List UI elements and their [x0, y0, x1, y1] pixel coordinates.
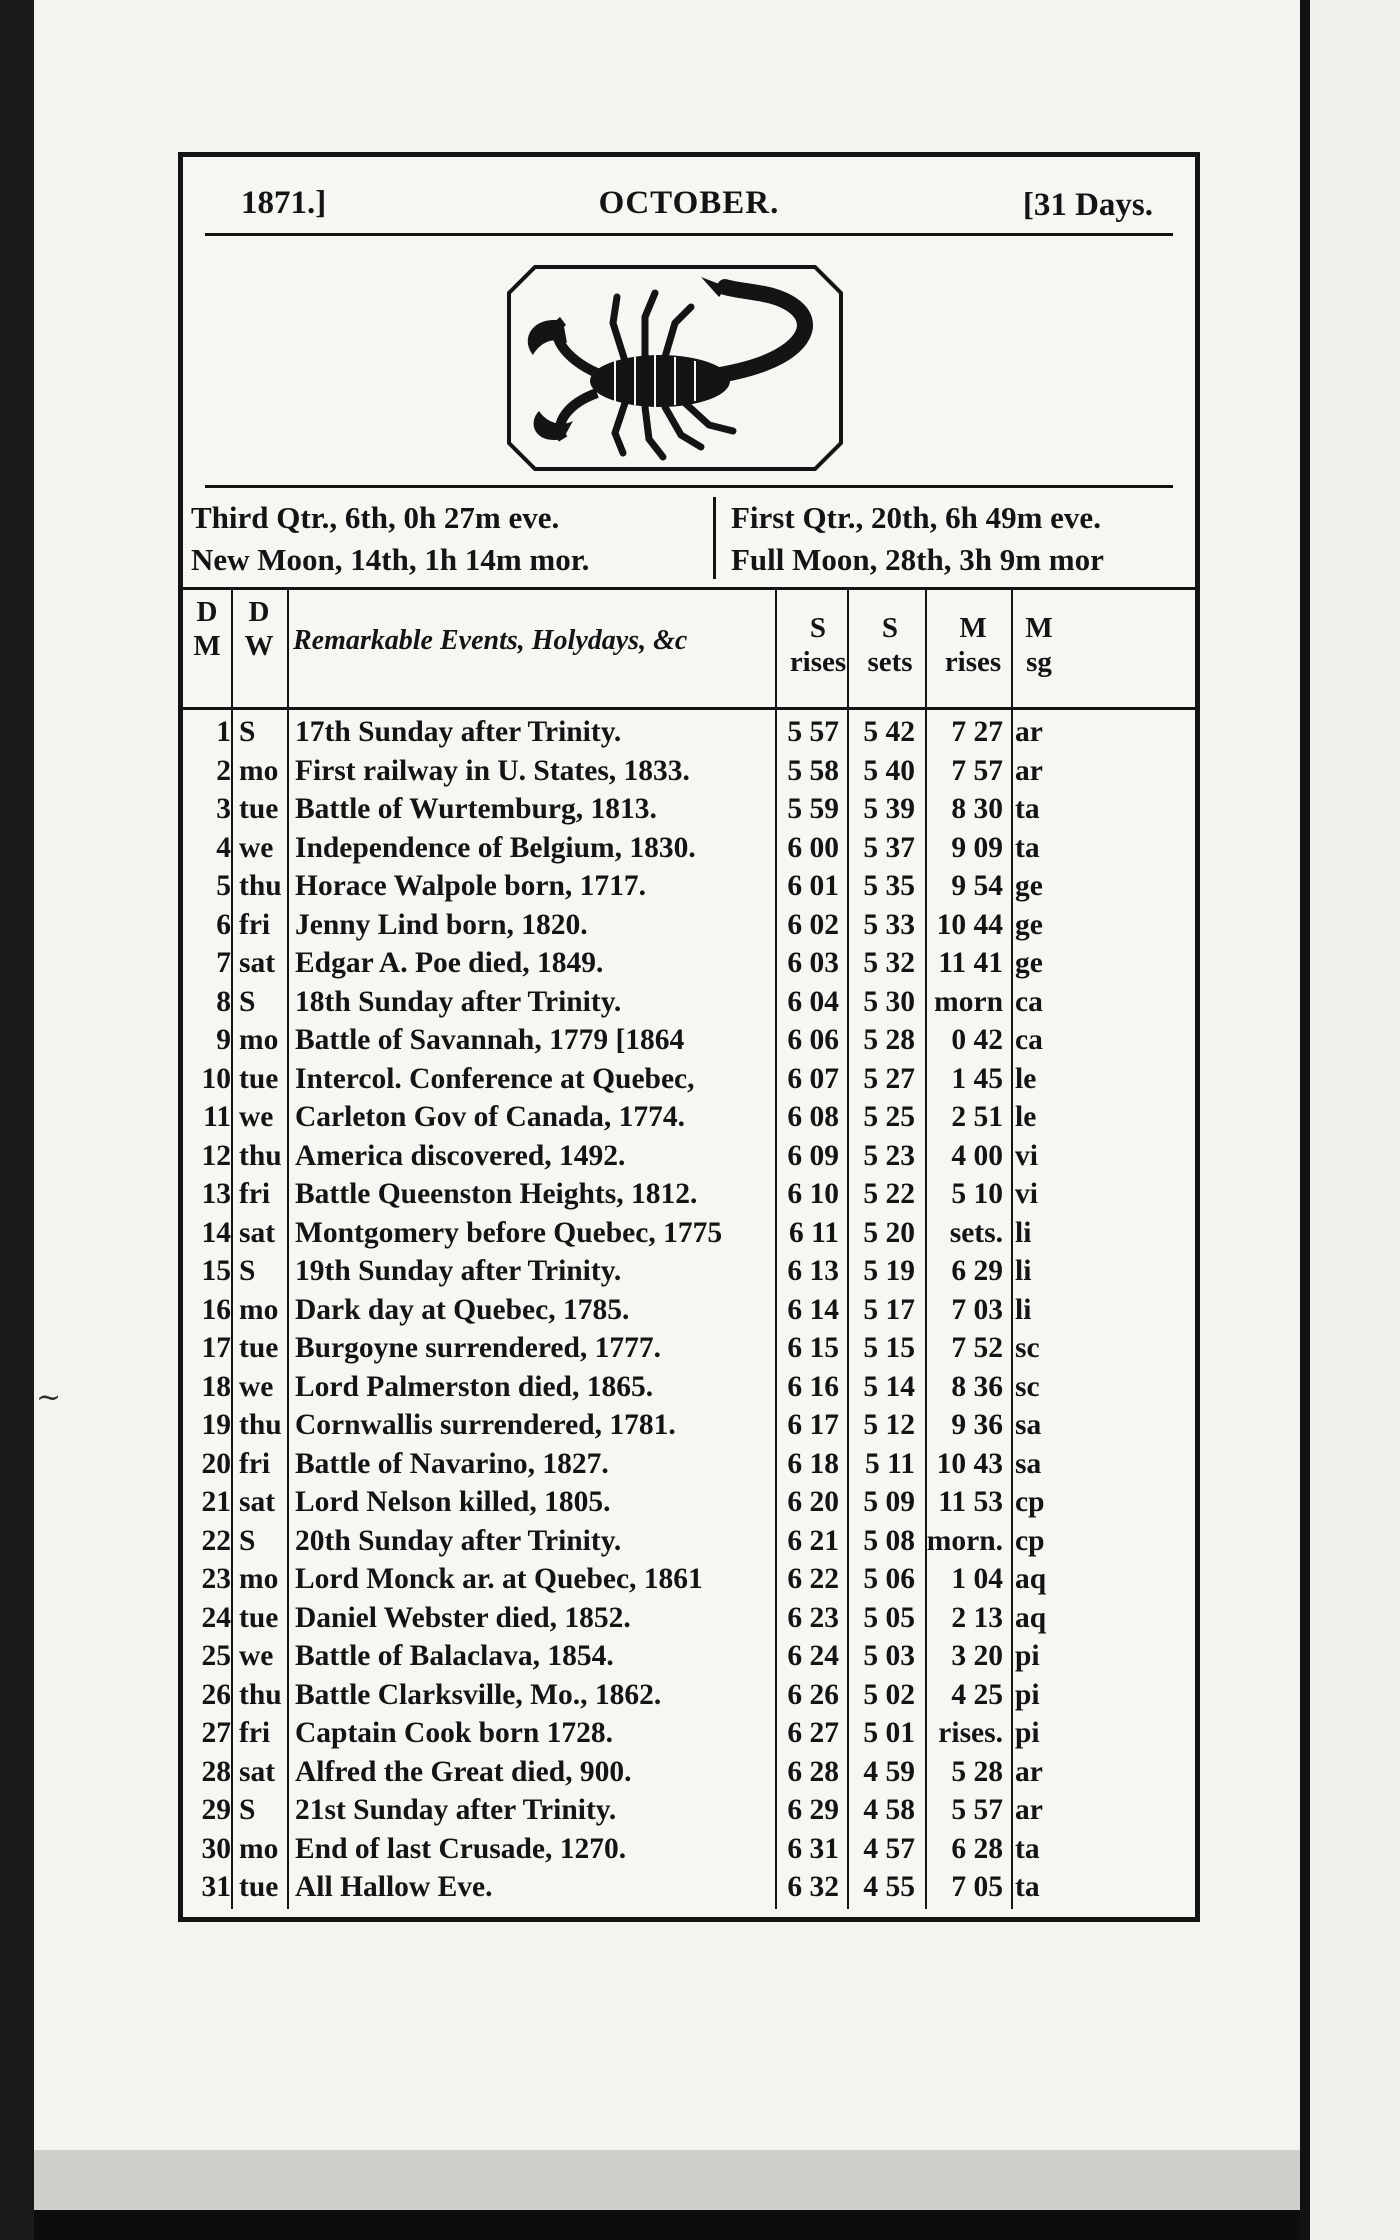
- almanac-card: [178, 152, 1200, 1922]
- day-of-week-cell: tue: [239, 1601, 279, 1634]
- sun-rises-cell: 6 26: [787, 1678, 839, 1711]
- header-day-of-month: D M: [193, 596, 221, 662]
- sun-sets-cell: 5 03: [863, 1640, 915, 1672]
- day-of-week-cell: sat: [239, 1216, 276, 1249]
- sun-sets-cell: 5 01: [863, 1717, 915, 1749]
- moon-rises-cell: 11 53: [938, 1486, 1003, 1518]
- days-count: [31 Days.: [1022, 187, 1153, 223]
- moon-sign-cell: ca: [1015, 985, 1043, 1018]
- day-of-month-cell: 30: [201, 1832, 231, 1865]
- event-cell: Carleton Gov of Canada, 1774.: [295, 1101, 686, 1133]
- table-row: [183, 944, 1195, 983]
- day-of-week-cell: mo: [239, 754, 279, 787]
- moon-phases: [183, 487, 1195, 590]
- day-of-week-cell: S: [239, 1255, 256, 1287]
- event-cell: Horace Walpole born, 1717.: [295, 870, 646, 902]
- day-of-month-cell: 18: [201, 1370, 231, 1403]
- header-moon-rises: M rises: [944, 612, 1002, 678]
- day-of-month-cell: 9: [216, 1024, 231, 1056]
- event-cell: Battle of Balaclava, 1854.: [295, 1640, 614, 1672]
- moon-sign-cell: sc: [1015, 1370, 1040, 1403]
- sun-rises-cell: 6 10: [787, 1178, 839, 1210]
- moon-sign-cell: cp: [1015, 1524, 1045, 1557]
- sun-sets-cell: 5 25: [863, 1101, 915, 1133]
- day-of-month-cell: 28: [201, 1755, 231, 1788]
- moon-sign-cell: li: [1015, 1216, 1032, 1249]
- day-of-week-cell: tue: [239, 1062, 279, 1095]
- event-cell: Intercol. Conference at Quebec,: [295, 1062, 695, 1095]
- moon-sign-cell: ge: [1015, 908, 1043, 941]
- day-of-month-cell: 6: [216, 908, 231, 941]
- day-of-month-cell: 16: [201, 1293, 231, 1326]
- day-of-week-cell: we: [239, 1101, 274, 1133]
- table-row: [183, 1252, 1195, 1291]
- moon-rises-cell: 3 20: [951, 1640, 1003, 1672]
- moon-rises-cell: rises.: [938, 1717, 1003, 1749]
- col-divider: [847, 589, 849, 707]
- day-of-week-cell: mo: [239, 1024, 279, 1056]
- day-of-week-cell: thu: [239, 1409, 282, 1441]
- sun-rises-cell: 5 58: [787, 754, 839, 787]
- sun-rises-cell: 6 29: [787, 1794, 839, 1826]
- sun-rises-cell: 6 11: [789, 1216, 839, 1249]
- day-of-week-cell: fri: [239, 1178, 271, 1210]
- moon-rises-cell: 0 42: [951, 1024, 1003, 1056]
- event-cell: Edgar A. Poe died, 1849.: [295, 947, 604, 979]
- day-of-month-cell: 10: [201, 1062, 231, 1095]
- event-cell: Jenny Lind born, 1820.: [295, 908, 588, 941]
- day-of-week-cell: thu: [239, 1139, 282, 1172]
- sun-sets-cell: 5 14: [863, 1370, 915, 1403]
- event-cell: 20th Sunday after Trinity.: [295, 1524, 622, 1557]
- sun-sets-cell: 5 27: [863, 1062, 915, 1095]
- table-row: [183, 1406, 1195, 1445]
- day-of-month-cell: 26: [201, 1678, 231, 1711]
- event-cell: Battle of Wurtemburg, 1813.: [295, 793, 657, 825]
- day-of-month-cell: 22: [201, 1524, 231, 1557]
- day-of-week-cell: we: [239, 1640, 274, 1672]
- table-header: [183, 589, 1195, 710]
- first-quarter-text: First Qtr., 20th, 6h 49m eve.: [731, 500, 1101, 535]
- table-row: [183, 829, 1195, 868]
- moon-sign-cell: aq: [1015, 1601, 1047, 1634]
- moon-sign-cell: sa: [1015, 1409, 1042, 1441]
- sun-rises-cell: 6 16: [787, 1370, 839, 1403]
- col-divider: [287, 589, 289, 707]
- table-row: [183, 1868, 1195, 1907]
- year-label: 1871.]: [241, 185, 327, 221]
- day-of-month-cell: 12: [201, 1139, 231, 1172]
- day-of-week-cell: fri: [239, 1717, 271, 1749]
- moon-sign-cell: ge: [1015, 947, 1043, 979]
- event-cell: All Hallow Eve.: [295, 1871, 493, 1903]
- sun-rises-cell: 6 13: [787, 1255, 839, 1287]
- sun-sets-cell: 5 19: [863, 1255, 915, 1287]
- sun-sets-cell: 5 12: [863, 1409, 915, 1441]
- sun-sets-cell: 5 20: [863, 1216, 915, 1249]
- moon-rises-cell: 11 41: [938, 947, 1003, 979]
- sun-sets-cell: 5 15: [863, 1332, 915, 1364]
- table-row: [183, 713, 1195, 752]
- table-row: [183, 1791, 1195, 1830]
- day-of-week-cell: sat: [239, 1486, 276, 1518]
- moon-sign-cell: le: [1015, 1101, 1037, 1133]
- new-moon-text: New Moon, 14th, 1h 14m mor.: [191, 542, 590, 577]
- day-of-month-cell: 25: [201, 1640, 231, 1672]
- moon-rises-cell: 4 00: [951, 1139, 1003, 1172]
- sun-sets-cell: 5 32: [863, 947, 915, 979]
- moon-sign-cell: ca: [1015, 1024, 1043, 1056]
- day-of-month-cell: 17: [201, 1332, 231, 1364]
- table-row: [183, 790, 1195, 829]
- sun-rises-cell: 5 57: [787, 716, 839, 748]
- day-of-month-cell: 15: [201, 1255, 231, 1287]
- moon-rises-cell: 7 27: [951, 716, 1003, 748]
- sun-rises-cell: 6 04: [787, 985, 839, 1018]
- event-cell: Dark day at Quebec, 1785.: [295, 1293, 630, 1326]
- day-of-week-cell: tue: [239, 793, 279, 825]
- event-cell: Montgomery before Quebec, 1775: [295, 1216, 723, 1249]
- table-row: [183, 906, 1195, 945]
- day-of-week-cell: S: [239, 985, 256, 1018]
- moon-rises-cell: morn: [934, 985, 1003, 1018]
- day-of-month-cell: 20: [201, 1447, 231, 1480]
- moon-rises-cell: 8 30: [951, 793, 1003, 825]
- table-row: [183, 1560, 1195, 1599]
- table-row: [183, 1676, 1195, 1715]
- sun-sets-cell: 5 05: [863, 1601, 915, 1634]
- sun-rises-cell: 6 14: [787, 1293, 839, 1326]
- moon-sign-cell: sa: [1015, 1447, 1042, 1480]
- day-of-week-cell: thu: [239, 1678, 282, 1711]
- sun-rises-cell: 6 15: [787, 1332, 839, 1364]
- day-of-week-cell: fri: [239, 1447, 271, 1480]
- sun-sets-cell: 5 11: [865, 1447, 915, 1480]
- moon-sign-cell: vi: [1015, 1139, 1038, 1172]
- sun-rises-cell: 5 59: [787, 793, 839, 825]
- event-cell: Lord Monck ar. at Quebec, 1861: [295, 1563, 703, 1595]
- event-cell: Battle of Savannah, 1779 [1864: [295, 1024, 685, 1056]
- header-moon-sign: M sg: [1025, 612, 1053, 678]
- moon-rises-cell: 1 04: [951, 1563, 1003, 1595]
- table-row: [183, 1753, 1195, 1792]
- table-row: [183, 1329, 1195, 1368]
- table-row: [183, 1060, 1195, 1099]
- table-row: [183, 752, 1195, 791]
- event-cell: Lord Palmerston died, 1865.: [295, 1370, 654, 1403]
- table-row: [183, 983, 1195, 1022]
- moon-sign-cell: sc: [1015, 1332, 1040, 1364]
- event-cell: 18th Sunday after Trinity.: [295, 985, 622, 1018]
- sun-sets-cell: 5 33: [863, 908, 915, 941]
- moon-rises-cell: 2 51: [951, 1101, 1003, 1133]
- day-of-month-cell: 23: [201, 1563, 231, 1595]
- moon-sign-cell: li: [1015, 1255, 1032, 1287]
- sun-rises-cell: 6 00: [787, 831, 839, 864]
- sun-rises-cell: 6 31: [787, 1832, 839, 1865]
- sun-sets-cell: 5 09: [863, 1486, 915, 1518]
- header-sun-rises: S rises: [789, 612, 847, 678]
- day-of-month-cell: 2: [216, 754, 231, 787]
- event-cell: Cornwallis surrendered, 1781.: [295, 1409, 676, 1441]
- moon-rises-cell: 7 57: [951, 754, 1003, 787]
- sun-rises-cell: 6 18: [787, 1447, 839, 1480]
- sun-sets-cell: 5 08: [863, 1524, 915, 1557]
- sun-rises-cell: 6 32: [787, 1871, 839, 1903]
- moon-phases-right: [731, 497, 1104, 581]
- table-row: [183, 1637, 1195, 1676]
- event-cell: Burgoyne surrendered, 1777.: [295, 1332, 662, 1364]
- event-cell: 19th Sunday after Trinity.: [295, 1255, 622, 1287]
- moon-sign-cell: vi: [1015, 1178, 1038, 1210]
- day-of-week-cell: mo: [239, 1832, 279, 1865]
- moon-rises-cell: 10 43: [936, 1447, 1003, 1480]
- moon-rises-cell: 9 54: [951, 870, 1003, 902]
- header-day-of-week: D W: [244, 596, 274, 662]
- day-of-month-cell: 21: [201, 1486, 231, 1518]
- sun-rises-cell: 6 09: [787, 1139, 839, 1172]
- table-row: [183, 1522, 1195, 1561]
- table-row: [183, 1175, 1195, 1214]
- sun-sets-cell: 5 28: [863, 1024, 915, 1056]
- event-cell: Battle Queenston Heights, 1812.: [295, 1178, 698, 1210]
- moon-rises-cell: 5 28: [951, 1755, 1003, 1788]
- table-row: [183, 867, 1195, 906]
- sun-sets-cell: 5 35: [863, 870, 915, 902]
- sun-rises-cell: 6 01: [787, 870, 839, 902]
- month-title: OCTOBER.: [598, 185, 780, 221]
- scan-border-left: [0, 0, 34, 2240]
- table-row: [183, 1483, 1195, 1522]
- scorpion-icon: [505, 263, 845, 473]
- moon-rises-cell: 6 29: [951, 1255, 1003, 1287]
- sun-rises-cell: 6 07: [787, 1062, 839, 1095]
- moon-rises-cell: 1 45: [951, 1062, 1003, 1095]
- day-of-week-cell: mo: [239, 1293, 279, 1326]
- sun-sets-cell: 5 06: [863, 1563, 915, 1595]
- table-row: [183, 1291, 1195, 1330]
- day-of-month-cell: 11: [203, 1101, 231, 1133]
- moon-sign-cell: pi: [1015, 1717, 1040, 1749]
- moon-rises-cell: 7 52: [951, 1332, 1003, 1364]
- header-events: Remarkable Events, Holydays, &c: [293, 625, 688, 656]
- day-of-month-cell: 31: [201, 1871, 231, 1903]
- sun-rises-cell: 6 08: [787, 1101, 839, 1133]
- day-of-week-cell: tue: [239, 1332, 279, 1364]
- moon-rises-cell: 6 28: [951, 1832, 1003, 1865]
- day-of-week-cell: sat: [239, 1755, 276, 1788]
- table-row: [183, 1445, 1195, 1484]
- sun-rises-cell: 6 21: [787, 1524, 839, 1557]
- day-of-week-cell: sat: [239, 947, 276, 979]
- moon-rises-cell: 5 10: [951, 1178, 1003, 1210]
- day-of-month-cell: 29: [201, 1794, 231, 1826]
- event-cell: Independence of Belgium, 1830.: [295, 831, 696, 864]
- header-sun-sets: S sets: [867, 612, 913, 678]
- event-cell: America discovered, 1492.: [295, 1139, 626, 1172]
- col-divider: [775, 589, 777, 707]
- moon-sign-cell: ar: [1015, 1755, 1043, 1788]
- sun-sets-cell: 4 57: [863, 1832, 915, 1865]
- almanac-header: [205, 177, 1173, 236]
- table-row: [183, 1599, 1195, 1638]
- moon-sign-cell: li: [1015, 1293, 1032, 1326]
- day-of-month-cell: 5: [216, 870, 231, 902]
- day-of-week-cell: tue: [239, 1871, 279, 1903]
- sun-rises-cell: 6 28: [787, 1755, 839, 1788]
- sun-rises-cell: 6 02: [787, 908, 839, 941]
- sun-sets-cell: 5 30: [863, 985, 915, 1018]
- day-of-week-cell: S: [239, 716, 256, 748]
- table-row: [183, 1714, 1195, 1753]
- table-row: [183, 1137, 1195, 1176]
- moon-rises-cell: 8 36: [951, 1370, 1003, 1403]
- moon-sign-cell: ta: [1015, 831, 1040, 864]
- sun-rises-cell: 6 06: [787, 1024, 839, 1056]
- moon-rises-cell: 7 03: [951, 1293, 1003, 1326]
- event-cell: First railway in U. States, 1833.: [295, 754, 690, 787]
- page-bottom-edge: [34, 2150, 1374, 2210]
- moon-rises-cell: 9 36: [951, 1409, 1003, 1441]
- sun-sets-cell: 5 40: [863, 754, 915, 787]
- table-row: [183, 1021, 1195, 1060]
- sun-sets-cell: 4 55: [863, 1871, 915, 1903]
- event-cell: Battle Clarksville, Mo., 1862.: [295, 1678, 662, 1711]
- day-of-month-cell: 13: [201, 1178, 231, 1210]
- table-row: [183, 1098, 1195, 1137]
- day-of-month-cell: 1: [216, 716, 231, 748]
- moon-sign-cell: pi: [1015, 1678, 1040, 1711]
- day-of-month-cell: 27: [201, 1717, 231, 1749]
- sun-sets-cell: 5 23: [863, 1139, 915, 1172]
- day-of-week-cell: we: [239, 1370, 274, 1403]
- moon-rises-cell: 9 09: [951, 831, 1003, 864]
- moon-sign-cell: pi: [1015, 1640, 1040, 1672]
- zodiac-emblem-section: [205, 235, 1173, 488]
- day-of-month-cell: 7: [216, 947, 231, 979]
- moon-rises-cell: sets.: [949, 1216, 1003, 1249]
- event-cell: 21st Sunday after Trinity.: [295, 1794, 617, 1826]
- moon-phases-left: [191, 497, 589, 581]
- moon-sign-cell: le: [1015, 1062, 1037, 1095]
- day-of-month-cell: 24: [201, 1601, 231, 1634]
- day-of-week-cell: we: [239, 831, 274, 864]
- sun-sets-cell: 5 42: [863, 716, 915, 748]
- moon-sign-cell: ta: [1015, 1871, 1040, 1903]
- event-cell: Lord Nelson killed, 1805.: [295, 1486, 611, 1518]
- sun-sets-cell: 5 37: [863, 831, 915, 864]
- moon-rises-cell: 4 25: [951, 1678, 1003, 1711]
- third-quarter-text: Third Qtr., 6th, 0h 27m eve.: [191, 500, 560, 535]
- sun-rises-cell: 6 22: [787, 1563, 839, 1595]
- sun-sets-cell: 5 22: [863, 1178, 915, 1210]
- day-of-week-cell: S: [239, 1524, 256, 1557]
- sun-sets-cell: 4 59: [863, 1755, 915, 1788]
- event-cell: Daniel Webster died, 1852.: [295, 1601, 631, 1634]
- moon-divider: [713, 497, 716, 579]
- day-of-month-cell: 19: [201, 1409, 231, 1441]
- day-of-month-cell: 14: [201, 1216, 231, 1249]
- col-divider: [1011, 589, 1013, 707]
- event-cell: End of last Crusade, 1270.: [295, 1832, 627, 1865]
- day-of-month-cell: 4: [216, 831, 231, 864]
- sun-rises-cell: 6 24: [787, 1640, 839, 1672]
- sun-rises-cell: 6 27: [787, 1717, 839, 1749]
- full-moon-text: Full Moon, 28th, 3h 9m mor: [731, 542, 1104, 577]
- moon-sign-cell: ge: [1015, 870, 1043, 902]
- sun-rises-cell: 6 23: [787, 1601, 839, 1634]
- moon-sign-cell: ar: [1015, 716, 1043, 748]
- col-divider: [925, 589, 927, 707]
- col-divider: [231, 589, 233, 707]
- moon-rises-cell: morn.: [926, 1524, 1003, 1557]
- moon-sign-cell: ta: [1015, 1832, 1040, 1865]
- moon-rises-cell: 10 44: [936, 908, 1003, 941]
- table-row: [183, 1214, 1195, 1253]
- moon-rises-cell: 7 05: [951, 1871, 1003, 1903]
- moon-sign-cell: ar: [1015, 1794, 1043, 1826]
- moon-sign-cell: ta: [1015, 793, 1040, 825]
- event-cell: Captain Cook born 1728.: [295, 1717, 614, 1749]
- day-of-week-cell: thu: [239, 870, 282, 902]
- day-of-week-cell: fri: [239, 908, 271, 941]
- table-row: [183, 1368, 1195, 1407]
- sun-rises-cell: 6 03: [787, 947, 839, 979]
- day-of-month-cell: 8: [216, 985, 231, 1018]
- day-of-week-cell: S: [239, 1794, 256, 1826]
- event-cell: 17th Sunday after Trinity.: [295, 716, 622, 748]
- table-row: [183, 1830, 1195, 1869]
- sun-sets-cell: 5 39: [863, 793, 915, 825]
- day-of-month-cell: 3: [216, 793, 231, 825]
- sun-sets-cell: 5 17: [863, 1293, 915, 1326]
- event-cell: Alfred the Great died, 900.: [295, 1755, 632, 1788]
- moon-sign-cell: ar: [1015, 754, 1043, 787]
- moon-rises-cell: 2 13: [951, 1601, 1003, 1634]
- sun-rises-cell: 6 20: [787, 1486, 839, 1518]
- day-of-week-cell: mo: [239, 1563, 279, 1595]
- moon-rises-cell: 5 57: [951, 1794, 1003, 1826]
- moon-sign-cell: aq: [1015, 1563, 1047, 1595]
- event-cell: Battle of Navarino, 1827.: [295, 1447, 609, 1480]
- moon-sign-cell: cp: [1015, 1486, 1045, 1518]
- sun-sets-cell: 5 02: [863, 1678, 915, 1711]
- sun-sets-cell: 4 58: [863, 1794, 915, 1826]
- facing-page-edge: [1300, 0, 1400, 2240]
- handwritten-margin-note: ~: [36, 1380, 62, 1415]
- sun-rises-cell: 6 17: [787, 1409, 839, 1441]
